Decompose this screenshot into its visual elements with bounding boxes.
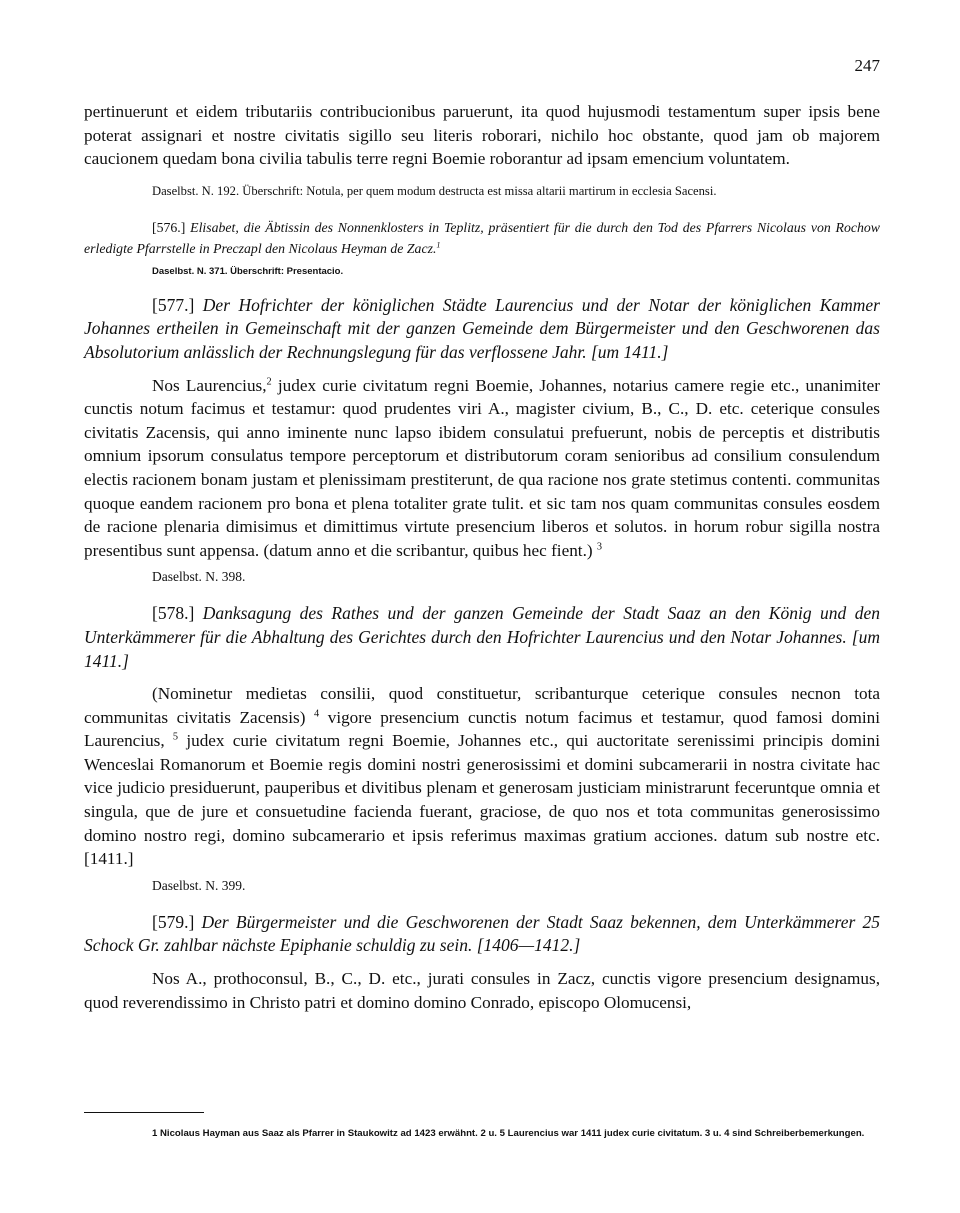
entry-579-heading [84,911,880,958]
entry-577-heading [84,294,880,365]
entry-text-part: judex curie civitatum regni Boemie, Johannes etc., qui auctoritate serenissimi principis domini Wenceslai Romanorum et Boemie regis domini nostri generosissimi et domini subcamerarii in nostra civitate hac vice judicio presiduerunt, pauperibus et divitibus plenam et generosam justiciam ministrarunt feceruntque omnia et singula, que de jure et consuetudine facienda fuerant, graciose, de quo nos et tota communitas generosissimo domino nostro regi, domino subcamerario et ipsis referimus maximas gratium acciones. datum sub nostre etc. [1411.] [84,731,880,869]
entry-text-part: vigore presencium cunctis notum facimus et testamur, quod famosi domini Laurencius, [84,707,881,751]
entry-578-text [84,682,880,871]
entry-579-text: Nos A., prothoconsul, B., C., D. etc., jurati consules in Zacz, cunctis vigore presencium designamus, quod reverendissimo in Christo patri et domino domino Conrado, episcopo Olomucensi, [84,969,880,1012]
footnotes: 1 Nicolaus Hayman aus Saaz als Pfarrer in Staukowitz ad 1423 erwähnt. 2 u. 5 Laurencius war 1411 judex curie civitatum. 3 u. 4 sind Schreiberbemerkungen. [152,1128,865,1139]
entry-number: [577.] [152,294,195,315]
intro-paragraph: pertinuerunt et eidem tributariis contribucionibus paruerunt, ita quod hujusmodi testamentum super ipsis bene poterat assignari et nostre civitatis sigillo seu literis roborari, nichilo hoc obstante, quod jam ob majorem caucionem quedam bona civilia tabulis terre regni Boemie roborantur ad ipsam emencium voluntatem. [84,102,880,169]
footnote-divider [84,1112,204,1113]
footnote-marker: 5 [172,731,179,743]
entry-576-source: Daselbst. N. 371. Überschrift: Presentacio. [152,265,344,277]
entry-578-source: Daselbst. N. 399. [152,877,246,893]
entry-text-part: judex curie civitatum regni Boemie, Johannes, notarius camere regie etc., unanimiter cunctis notum facimus et testamur: quod prudentes viri A., magister civium, B., C., D. etc. ceterique consules civitatis Zacensis, qui anno iminente nunc lapso ibidem consulatui prefuerunt, nobis de perceptis et distributis omnium ipsorum consulatus tempore perceptorum et distributorum coram senioribus ad consilium consulendum electis racionem bonam justam et plenissimam prestiterunt, de qua racione nos grate stetimus contenti. communitas quoque eandem racionem pro bona et plena totaliter grate tulit. et sic tam nos quam communitas consules eosdem de racione plenaria dimisimus et dimittimus virtute presencium liberos et solutos. in horum robur sigilla nostra presentibus sunt appensa. (datum anno et die scribantur, quibus hec fient.) [84,375,880,560]
page-number: 247 [854,56,880,75]
entry-heading-text: Danksagung des Rathes und der ganzen Gemeinde der Stadt Saaz an den König und den Unterkämmerer für die Abhaltung des Gerichtes durch den Hofrichter Laurencius und den Notar Johannes. [um 1411.] [84,603,880,671]
entry-576-heading [84,217,880,259]
footnote-marker: 4 [314,707,320,719]
entry-577-source: Daselbst. N. 398. [152,569,246,585]
main-text [84,100,880,1014]
entry-number: [576.] [152,219,186,235]
entry-heading-text: Der Bürgermeister und die Geschworenen der Stadt Saaz bekennen, dem Unterkämmerer 25 Schock Gr. zahlbar nächste Epiphanie schuldig zu sein. [1406—1412.] [84,911,881,956]
source-note-text: Daselbst. N. 192. Überschrift: Notula, per quem modum destructa est missa altarii martirum in ecclesia Sacensi. [152,183,717,198]
footnote-marker: 3 [596,540,603,552]
footnote-marker: 2 [266,375,272,387]
entry-heading-text: Elisabet, die Äbtissin des Nonnenklosters in Teplitz, präsentiert für die durch den Tod des Pfarrers Nicolaus von Rochow erledigte Pfarrstelle in Preczapl den Nicolaus Heyman de Zacz. [84,219,880,256]
entry-577-text [84,374,880,563]
entry-578-heading [84,602,880,673]
entry-text-part: Nos Laurencius, [152,375,267,395]
entry-number: [579.] [152,911,195,932]
intro-source-note [84,182,880,201]
footnote-marker: 1 [436,240,441,250]
entry-text-part: (Nominetur medietas consilii, quod constituetur, scribanturque ceterique consules necnon tota communitas civitatis Zacensis) [84,684,880,727]
entry-number: [578.] [152,603,195,624]
entry-heading-text: Der Hofrichter der königlichen Städte Laurencius und der Notar der königlichen Kammer Johannes ertheilen in Gemeinschaft mit der ganzen Gemeinde dem Bürgermeister und den Geschworenen das Absolutorium anlässlich der Rechnungslegung für das verflossene Jahr. [um 1411.] [84,294,880,362]
